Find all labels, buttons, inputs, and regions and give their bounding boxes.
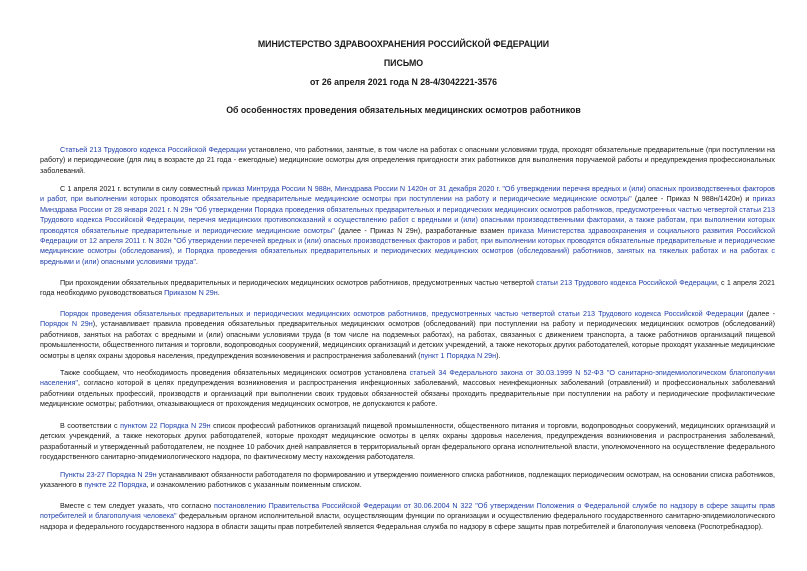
- paragraph-text: ).: [496, 350, 501, 360]
- paragraph-text: В соответствии с: [60, 421, 121, 430]
- paragraph-text: При прохождении обязательных предварительных и периодических медицинских осмотров работников, предусмотренных частью четвертой: [60, 278, 537, 287]
- paragraph-2: [40, 184, 775, 267]
- link-order-988n-1420n[interactable]: приказ Минтруда России N 988н, Минздрава России N 1420н от 31 декабря 2020 г. "Об утверждении перечня вредных и (или) опасных производственных факторов и работ, при выполнении которых проводятся обязательные предварительные медицинские осмотры при поступлении на работу и периодические медицинские осмотры": [40, 184, 775, 204]
- link-point-22[interactable]: пунктом 22 Порядка N 29н: [120, 421, 211, 430]
- paragraph-6: [40, 421, 775, 463]
- paragraph-text: ), устанавливает правила проведения обязательных предварительных медицинских осмотров (обследований) при поступлении на работу и периодических медицинских осмотров (обследований) работников, занятых на работах с вредными и (или) опасными условиями труда (в том числе на подземных работах), на работах, связанных с движением транспорта, а также работников организаций пищевой промышленности, общественного питания и торговли, водопроводных сооружений, медицинских организаций и детских учреждений, а также некоторых других работодателей, которые проходят указанные медицинские осмотры в целях охраны здоровья населения, предупреждения возникновения и распространения заболеваний (: [40, 319, 775, 360]
- paragraph-text: (далее - Приказ N 988н/1420н) и: [631, 194, 753, 204]
- link-resolution-322[interactable]: постановлению Правительства Российской Федерации от 30.06.2004 N 322 "Об утверждении Положения о Федеральной службе по надзору в сфере защиты прав потребителей и благополучия человека": [40, 501, 775, 521]
- paragraph-text: установлено, что работники, занятые, в том числе на работах с опасными условиями труда, проходят обязательные предварительные (при поступлении на работу) и периодические (для лиц в возрасте до 21 года - ежегодные) медицинские осмотры для определения пригодности этих работников для выполнения поручаемой работы и предупреждения профессиональных заболеваний.: [40, 145, 775, 175]
- paragraph-8: [40, 501, 775, 532]
- paragraph-text: федеральным органом исполнительной власти, осуществляющим функции по организации и осуществлению федерального государственного санитарно-эпидемиологического надзора и федерального государственного надзора в области защиты прав потребителей является Федеральная служба по надзору в сфере защиты прав потребителей и благополучия человека (Роспотребнадзор).: [40, 511, 776, 531]
- paragraph-text: С 1 апреля 2021 г. вступили в силу совместный: [60, 184, 223, 193]
- paragraph-text: , согласно которой в целях предупреждения возникновения и распространения инфекционных заболеваний, массовых неинфекционных заболеваний (отравлений) и профессиональных заболеваний работники отдельных профессий, производств и организаций при выполнении своих трудовых обязанностей обязаны проходить предварительные при поступлении на работу и периодические профилактические медицинские осмотры; работники, отказывающиеся от прохождения медицинских осмотров, не допускаются к работе.: [40, 378, 775, 409]
- paragraph-text: , с 1 апреля 2021 года необходимо руководствоваться: [40, 278, 775, 298]
- paragraph-text: .: [195, 256, 198, 266]
- paragraph-text: Вместе с тем следует указать, что согласно: [60, 501, 214, 510]
- paragraph-text: .: [217, 288, 220, 298]
- document-type: ПИСЬМО: [383, 58, 424, 68]
- link-procedure[interactable]: Порядок проведения обязательных предварительных и периодических медицинских осмотров работников, предусмотренных частью четвертой статьи 213 Трудового кодекса Российской Федерации: [60, 309, 744, 318]
- link-order-29n[interactable]: приказ Минздрава России от 28 января 2021 г. N 29н "Об утверждении Порядка проведения обязательных предварительных и периодических медицинских осмотров работников, предусмотренных частью четвертой статьи 213 Трудового кодекса Российской Федерации, перечня медицинских противопоказаний к осуществлению работ с вредными и (или) опасными производственными факторами, а также работам, при выполнении которых проводятся обязательные предварительные и периодические медицинские осмотры": [40, 194, 775, 235]
- paragraph-text: Также сообщаем, что необходимость проведения обязательных медицинских осмотров установлена: [60, 368, 410, 377]
- organization-title: МИНИСТЕРСТВО ЗДРАВООХРАНЕНИЯ РОССИЙСКОЙ ФЕДЕРАЦИИ: [257, 39, 550, 49]
- link-procedure-29n[interactable]: Порядок N 29н: [40, 319, 93, 329]
- paragraph-4: [40, 309, 775, 361]
- link-order-29n[interactable]: Приказом N 29н: [164, 288, 218, 298]
- link-point-1[interactable]: пункт 1 Порядка N 29н: [420, 350, 497, 360]
- document-subject: Об особенностях проведения обязательных медицинских осмотров работников: [226, 105, 581, 115]
- link-article-213[interactable]: Статьей 213 Трудового кодекса Российской Федерации: [60, 145, 247, 154]
- paragraph-1: [40, 145, 775, 176]
- link-law-52fz[interactable]: статьей 34 Федерального закона от 30.03.1999 N 52-ФЗ "О санитарно-эпидемиологическом благополучии населения": [40, 368, 775, 388]
- link-points-23-27[interactable]: Пункты 23-27 Порядка N 29н: [60, 470, 157, 479]
- paragraph-text: список профессий работников организаций пищевой промышленности, общественного питания и торговли, водопроводных сооружений, медицинских организаций и детских учреждений, а также некоторых других работодателей, которые проходят медицинские осмотры в целях охраны здоровья населения, предупреждения возникновения и распространения заболеваний, разработанный и утвержденный работодателем, не позднее 10 рабочих дней направляется в территориальный орган федерального органа исполнительной власти, уполномоченного на осуществление федерального государственного санитарно-эпидемиологического надзора, по фактическому месту нахождения работодателя.: [40, 421, 775, 462]
- document-date-number: от 26 апреля 2021 года N 28-4/3042221-3576: [309, 77, 498, 87]
- paragraph-3: [40, 278, 775, 299]
- link-article-213[interactable]: статьи 213 Трудового кодекса Российской Федерации: [536, 278, 717, 287]
- link-order-302n[interactable]: приказа Министерства здравоохранения и социального развития Российской Федерации от 12 апреля 2011 г. N 302н "Об утверждении перечней вредных и (или) опасных производственных факторов и работ, при выполнении которых проводятся обязательные предварительные и периодические медицинские осмотры (обследования), и Порядка проведения обязательных предварительных и периодических медицинских осмотров (обследований) работников, занятых на тяжелых работах и на работах с вредными и (или) опасными условиями труда": [40, 225, 775, 266]
- paragraph-7: [40, 470, 775, 491]
- paragraph-text: устанавливают обязанности работодателя по формированию и утверждению поименного списка работников, подлежащих периодическим осмотрам, на основании списка работников, указанного в: [40, 470, 775, 490]
- paragraph-text: (далее -: [743, 309, 775, 318]
- paragraph-5: [40, 368, 775, 410]
- paragraph-text: , и ознакомлению работников с указанным поименным списком.: [146, 480, 362, 490]
- paragraph-text: (далее - Приказ N 29н), разработанные взамен: [334, 225, 508, 235]
- link-point-22[interactable]: пункте 22 Порядка: [84, 480, 147, 490]
